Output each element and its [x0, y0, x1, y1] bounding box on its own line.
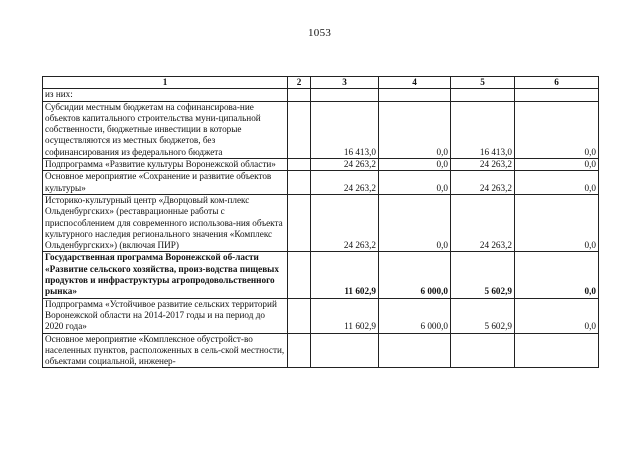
table-row [43, 194, 599, 251]
cell-col4: 0,0 [379, 171, 451, 195]
cell-col6: 0,0 [515, 252, 599, 298]
cell-col5: 5 602,9 [451, 252, 515, 298]
cell-col4 [379, 89, 451, 101]
cell-col4: 0,0 [379, 194, 451, 251]
cell-col3: 16 413,0 [311, 101, 379, 158]
cell-col2 [288, 159, 311, 171]
cell-col3: 11 602,9 [311, 298, 379, 333]
table-row [43, 252, 599, 298]
cell-col6: 0,0 [515, 298, 599, 333]
table-header-row [43, 77, 599, 89]
cell-col4: 6 000,0 [379, 298, 451, 333]
cell-col2 [288, 252, 311, 298]
column-header: 5 [451, 77, 515, 89]
cell-col5 [451, 89, 515, 101]
cell-col2 [288, 194, 311, 251]
cell-col5: 5 602,9 [451, 298, 515, 333]
table-row [43, 298, 599, 333]
row-name-cell: Основное мероприятие «Сохранение и развитие объектов культуры» [43, 171, 288, 195]
cell-col6: 0,0 [515, 194, 599, 251]
budget-table [42, 76, 599, 368]
cell-col4: 0,0 [379, 159, 451, 171]
page-number: 1053 [308, 27, 332, 39]
cell-col3: 24 263,2 [311, 194, 379, 251]
table-row [43, 171, 599, 195]
cell-col3: 11 602,9 [311, 252, 379, 298]
row-name-cell: Основное мероприятие «Комплексное обустройст-во населенных пунктов, расположенных в сель-ской местности, объектами социальной, инженер- [43, 333, 288, 368]
cell-col4: 0,0 [379, 101, 451, 158]
cell-col2 [288, 333, 311, 368]
cell-col5: 16 413,0 [451, 101, 515, 158]
column-header: 6 [515, 77, 599, 89]
cell-col3: 24 263,2 [311, 171, 379, 195]
cell-col3 [311, 333, 379, 368]
cell-col6 [515, 333, 599, 368]
cell-col6 [515, 89, 599, 101]
cell-col3 [311, 89, 379, 101]
row-name-cell: Подпрограмма «Устойчивое развитие сельских территорий Воронежской области на 2014-2017 годы и на период до 2020 года» [43, 298, 288, 333]
column-header: 1 [43, 77, 288, 89]
cell-col3: 24 263,2 [311, 159, 379, 171]
row-name-cell: Государственная программа Воронежской об-ласти «Развитие сельского хозяйства, произ-водства пищевых продуктов и инфраструктуры агропродовольственного рынка» [43, 252, 288, 298]
cell-col2 [288, 101, 311, 158]
cell-col6: 0,0 [515, 171, 599, 195]
table-row [43, 333, 599, 368]
table-row [43, 101, 599, 158]
column-header: 3 [311, 77, 379, 89]
table-row [43, 159, 599, 171]
cell-col2 [288, 171, 311, 195]
cell-col5: 24 263,2 [451, 171, 515, 195]
row-name-cell: Субсидии местным бюджетам на софинансирова-ние объектов капитального строительства муни-ципальной собственности, бюджетные инвестиции в которые осуществляются из местных бюджетов, без софинансирования из федерального бюджета [43, 101, 288, 158]
table-row [43, 89, 599, 101]
cell-col5: 24 263,2 [451, 194, 515, 251]
cell-col4: 6 000,0 [379, 252, 451, 298]
row-name-cell: Подпрограмма «Развитие культуры Воронежской области» [43, 159, 288, 171]
cell-col2 [288, 89, 311, 101]
cell-col2 [288, 298, 311, 333]
cell-col5 [451, 333, 515, 368]
column-header: 4 [379, 77, 451, 89]
row-name-cell: из них: [43, 89, 288, 101]
cell-col4 [379, 333, 451, 368]
cell-col6: 0,0 [515, 101, 599, 158]
cell-col6: 0,0 [515, 159, 599, 171]
cell-col5: 24 263,2 [451, 159, 515, 171]
row-name-cell: Историко-культурный центр «Дворцовый ком-плекс Ольденбургских» (реставрационные работы с приспособлением для современного использова-ния объекта культурного наследия регионального значения «Комплекс Ольденбургских») (включая ПИР) [43, 194, 288, 251]
column-header: 2 [288, 77, 311, 89]
